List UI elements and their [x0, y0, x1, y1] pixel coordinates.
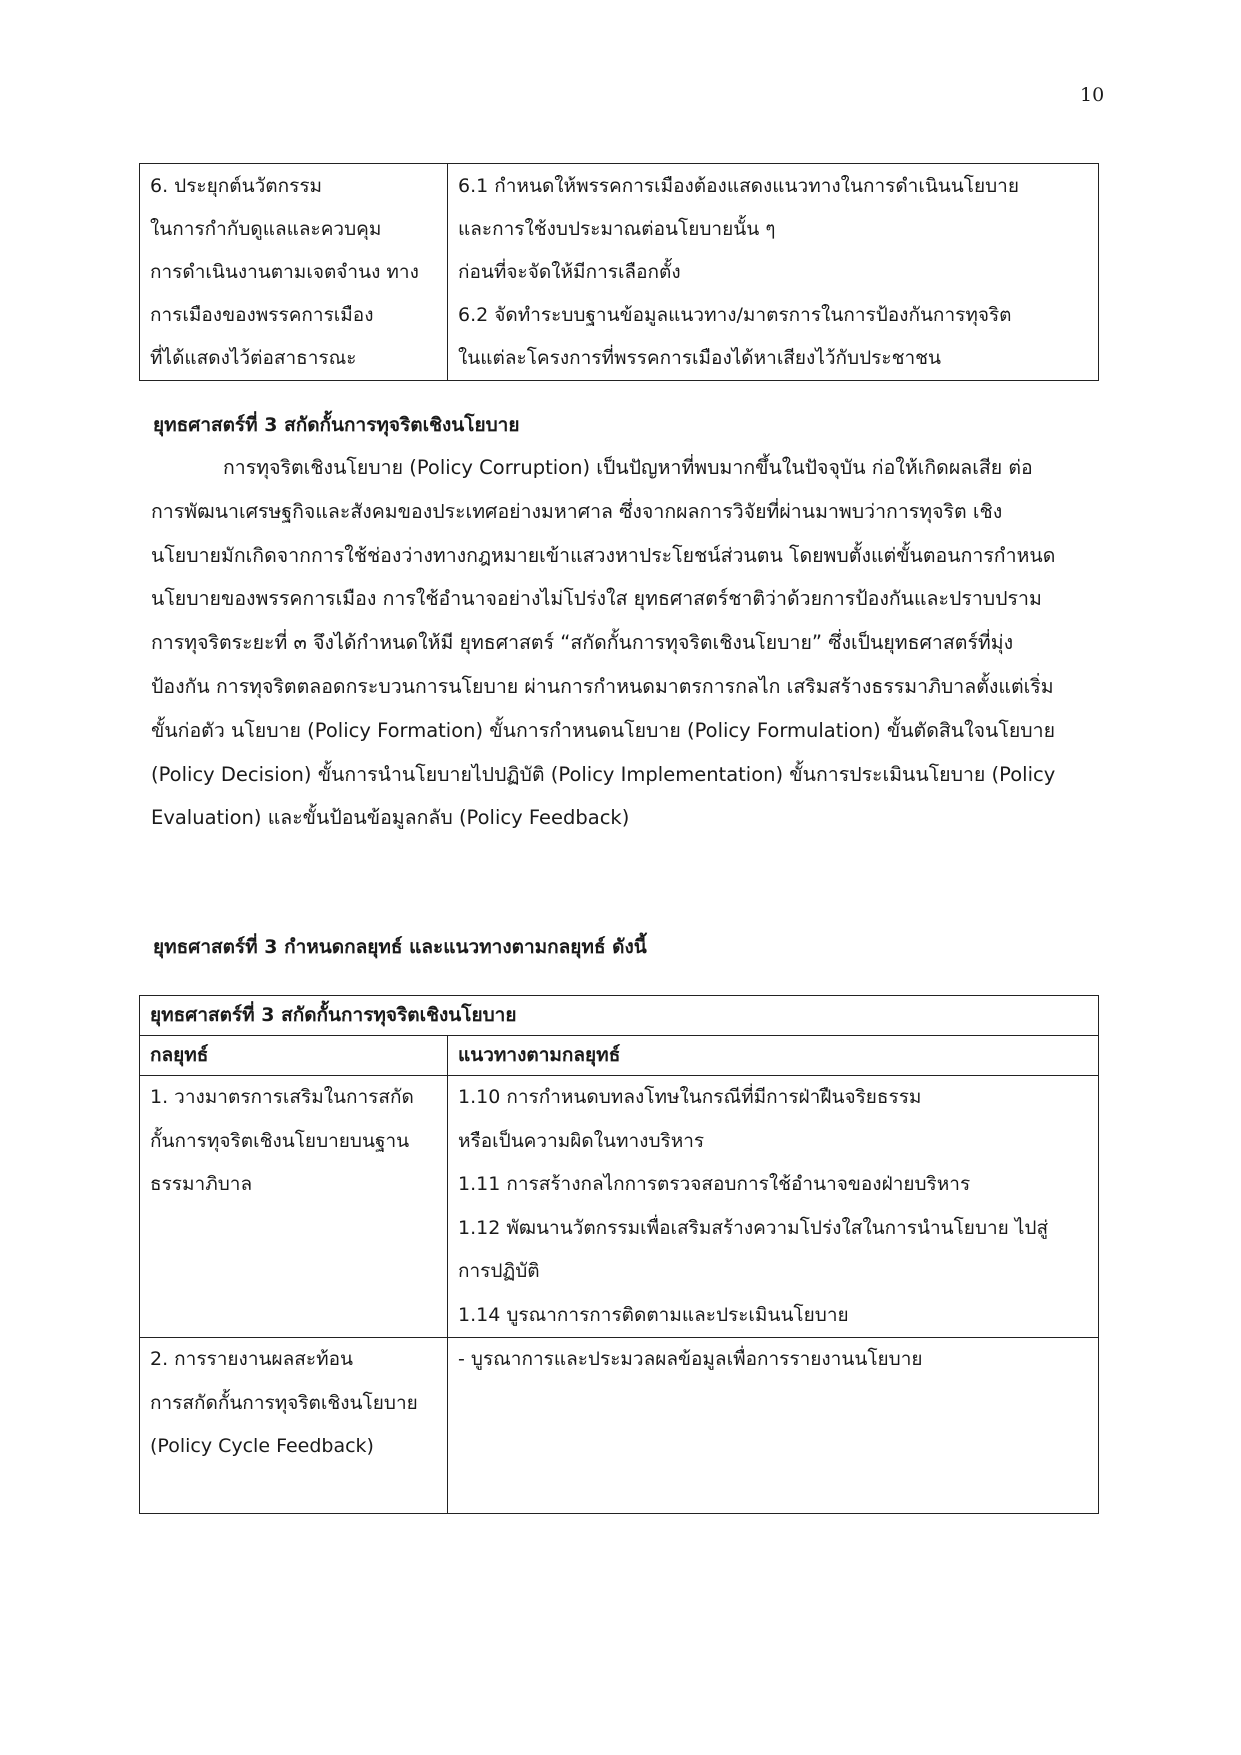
cell-line: หรือเป็นความผิดในทางบริหาร [458, 1129, 705, 1152]
cell-line: ที่ได้แสดงไว้ต่อสาธารณะ [150, 347, 357, 369]
strategy-table [139, 995, 1099, 1514]
strategy-cell [140, 1338, 448, 1514]
cell-line: การเมืองของพรรคการเมือง [150, 304, 374, 326]
cell-line: 6.1 กำหนดให้พรรคการเมืองต้องแสดงแนวทางในการดำเนินนโยบาย [458, 175, 1019, 197]
cell-line: 1.11 การสร้างกลไกการตรวจสอบการใช้อำนาจของฝ่ายบริหาร [458, 1173, 971, 1195]
cell-line: 1.14 บูรณาการการติดตามและประเมินนโยบาย [458, 1303, 849, 1326]
page-number: 10 [1080, 84, 1105, 106]
paragraph-line: ป้องกัน การทุจริตตลอดกระบวนการนโยบาย ผ่านการกำหนดมาตรการกลไก เสริมสร้างธรรมาภิบาลตั้งแต่เริ่ม [151, 674, 1054, 698]
cell-line: ในแต่ละโครงการที่พรรคการเมืองได้หาเสียงไว้กับประชาชน [458, 347, 942, 369]
cell-line: 6. ประยุกต์นวัตกรรม [150, 175, 323, 197]
paragraph-line: นโยบายของพรรคการเมือง การใช้อำนาจอย่างไม่โปร่งใส ยุทธศาสตร์ชาติว่าด้วยการป้องกันและปราบปราม [151, 587, 1042, 611]
cell-line: 1.12 พัฒนานวัตกรรมเพื่อเสริมสร้างความโปร่งใสในการนำนโยบาย ไปสู่ [458, 1216, 1049, 1239]
cell-line: - บูรณาการและประมวลผลข้อมูลเพื่อการรายงานนโยบาย [458, 1348, 923, 1370]
policy-table-part [139, 163, 1099, 381]
paragraph-line: การพัฒนาเศรษฐกิจและสังคมของประเทศอย่างมหาศาล ซึ่งจากผลการวิจัยที่ผ่านมาพบว่าการทุจริต เชิง [151, 499, 1003, 523]
cell-line: การดำเนินงานตามเจตจำนง ทาง [150, 261, 419, 283]
paragraph-line: ขั้นก่อตัว นโยบาย (Policy Formation) ขั้นการกำหนดนโยบาย (Policy Formulation) ขั้นตัดสินใจนโยบาย [151, 718, 1056, 742]
cell-spacer [150, 1469, 437, 1513]
paragraph-line: การทุจริตระยะที่ ๓ จึงได้กำหนดให้มี ยุทธศาสตร์ “สกัดกั้นการทุจริตเชิงนโยบาย” ซึ่งเป็นยุทธศาสตร์ที่มุ่ง [151, 631, 1014, 655]
cell-line: ในการกำกับดูแลและควบคุม [150, 218, 382, 240]
guideline-cell [448, 1338, 1099, 1514]
table-row [140, 1338, 1099, 1514]
cell-line: และการใช้งบประมาณต่อนโยบายนั้น ๆ [458, 218, 776, 240]
section-heading: ยุทธศาสตร์ที่ 3 กำหนดกลยุทธ์ และแนวทางตามกลยุทธ์ ดังนี้ [153, 936, 647, 958]
column-header-strategy: กลยุทธ์ [140, 1036, 448, 1076]
cell-line: 2. การรายงานผลสะท้อน [150, 1348, 353, 1370]
guideline-cell [448, 1076, 1099, 1338]
table-row [140, 164, 1099, 381]
table-title: ยุทธศาสตร์ที่ 3 สกัดกั้นการทุจริตเชิงนโยบาย [140, 996, 1099, 1036]
table-title-row [140, 996, 1099, 1036]
cell-line: 1. วางมาตรการเสริมในการสกัด [150, 1086, 414, 1108]
strategy-cell [140, 164, 448, 381]
paragraph-line: (Policy Decision) ขั้นการนำนโยบายไปปฏิบัติ (Policy Implementation) ขั้นการประเมินนโยบาย (Policy [151, 762, 1056, 786]
paragraph-line: การทุจริตเชิงนโยบาย (Policy Corruption) เป็นปัญหาที่พบมากขึ้นในปัจจุบัน ก่อให้เกิดผลเสีย ต่อ [223, 456, 1033, 479]
paragraph-line: Evaluation) และขั้นป้อนข้อมูลกลับ (Policy Feedback) [151, 806, 630, 830]
cell-line: (Policy Cycle Feedback) [150, 1435, 374, 1457]
cell-line: 1.10 การกำหนดบทลงโทษในกรณีที่มีการฝ่าฝืนจริยธรรม [458, 1086, 922, 1108]
section-heading: ยุทธศาสตร์ที่ 3 สกัดกั้นการทุจริตเชิงนโยบาย [153, 414, 520, 436]
table-header-row [140, 1036, 1099, 1076]
cell-line: การปฏิบัติ [458, 1260, 540, 1282]
strategy-cell [140, 1076, 448, 1338]
table-row [140, 1076, 1099, 1338]
body-paragraph [151, 446, 1106, 840]
guideline-cell [448, 164, 1099, 381]
column-header-guideline: แนวทางตามกลยุทธ์ [448, 1036, 1099, 1076]
cell-line: ธรรมาภิบาล [150, 1173, 253, 1195]
cell-line: การสกัดกั้นการทุจริตเชิงนโยบาย [150, 1391, 418, 1414]
cell-line: ก่อนที่จะจัดให้มีการเลือกตั้ง [458, 261, 681, 283]
paragraph-line: นโยบายมักเกิดจากการใช้ช่องว่างทางกฎหมายเข้าแสวงหาประโยชน์ส่วนตน โดยพบตั้งแต่ขั้นตอนการกำหนด [151, 543, 1056, 567]
cell-line: 6.2 จัดทำระบบฐานข้อมูลแนวทาง/มาตรการในการป้องกันการทุจริต [458, 304, 1012, 326]
cell-line: กั้นการทุจริตเชิงนโยบายบนฐาน [150, 1129, 410, 1152]
